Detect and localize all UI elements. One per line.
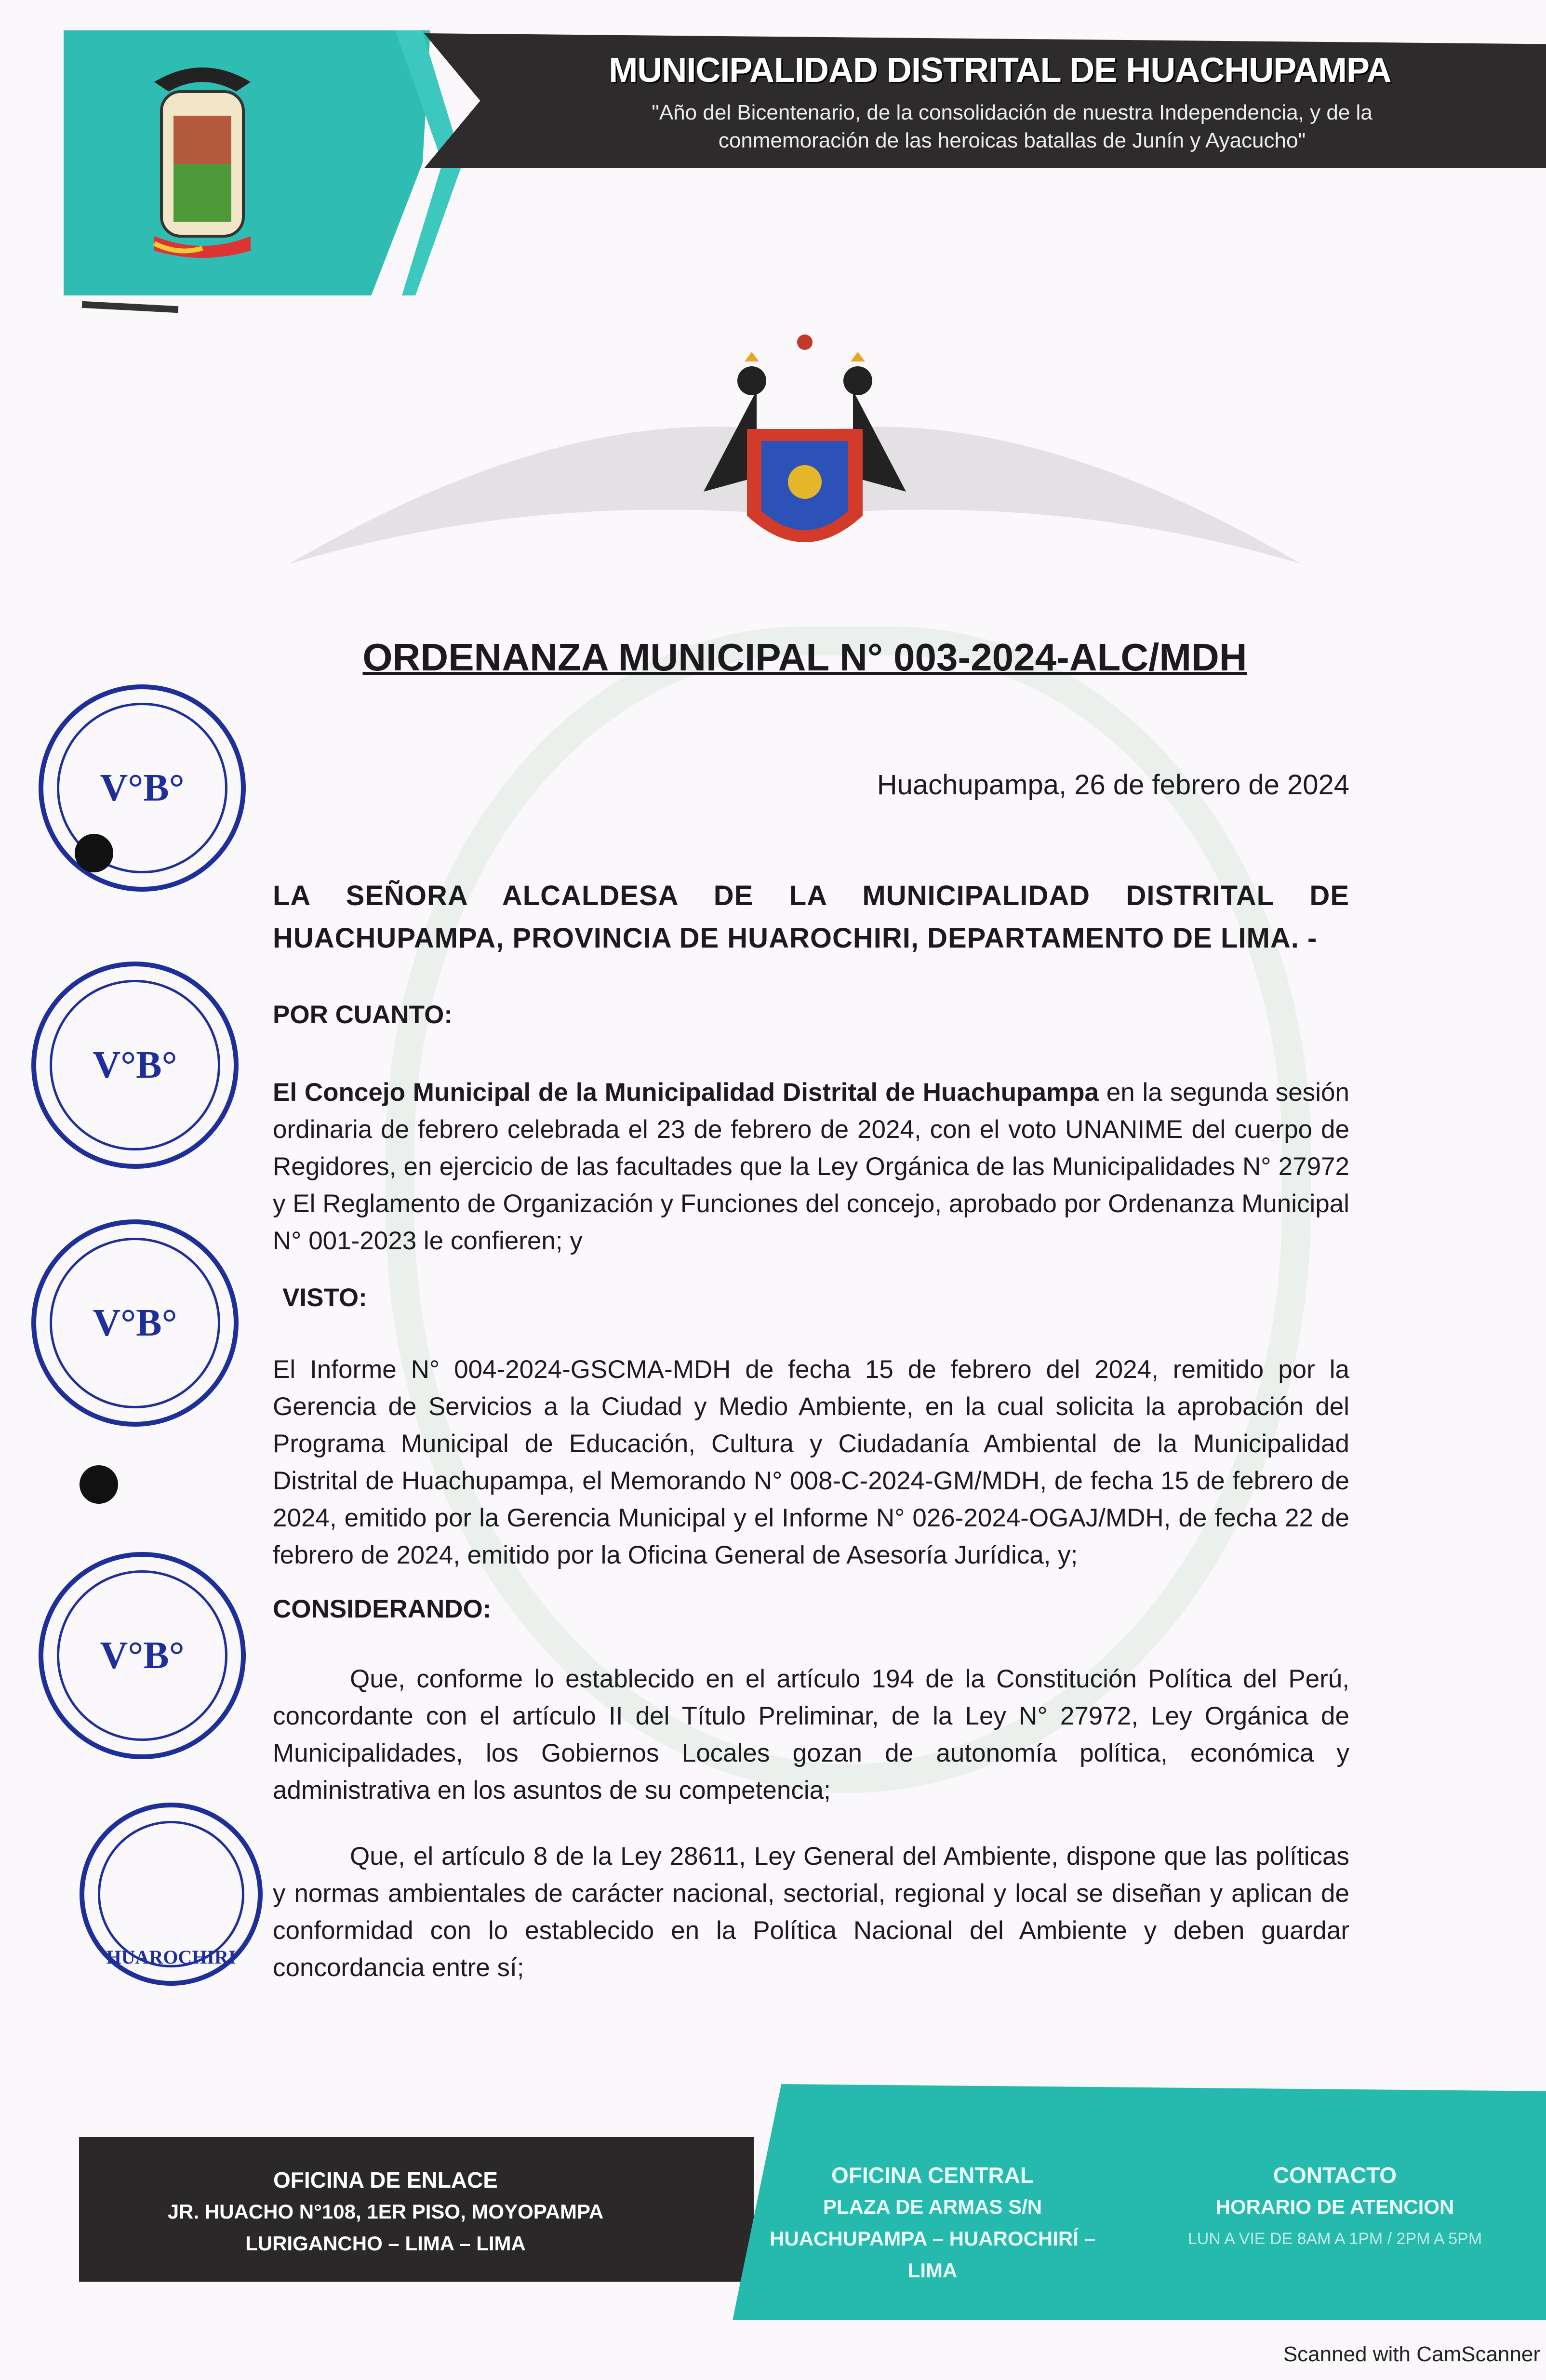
footer-central-city: HUACHUPAMPA – HUAROCHIRÍ – LIMA	[770, 2227, 1095, 2282]
footer-contacto-title: CONTACTO	[1273, 2163, 1397, 2188]
footer-enlace-address: JR. HUACHO N°108, 1ER PISO, MOYOPAMPA	[167, 2200, 604, 2223]
stamp-secretaria-general	[39, 684, 246, 892]
document-date: Huachupampa, 26 de febrero de 2024	[877, 769, 1349, 801]
municipal-logo	[140, 53, 265, 265]
visto-heading: VISTO:	[282, 1284, 367, 1312]
lima-coat-of-arms	[684, 333, 925, 583]
punch-hole	[75, 834, 113, 872]
motto-line-2: conmemoración de las heroicas batallas de Junín y Ayacucho"	[718, 129, 1306, 152]
stamp-asesoria-juridica	[31, 1219, 239, 1427]
considerando-paragraph-2: Que, el artículo 8 de la Ley 28611, Ley General del Ambiente, dispone que las políticas y normas ambientales de carácter nacional, sectorial, regional y local se diseñan y aplican de conformidad con lo establecido en la Política Nacional del Ambiente y deben guardar concordancia entre sí;	[273, 1842, 1349, 1982]
stamp-vb-mark: V°B°	[93, 1301, 177, 1344]
stamp-alcaldia	[39, 1552, 246, 1759]
footer-central-title: OFICINA CENTRAL	[831, 2163, 1034, 2188]
footer-oficina-enlace	[145, 2164, 626, 2260]
header-motto	[506, 99, 1518, 155]
camscanner-label: Scanned with CamScanner	[1283, 2342, 1540, 2366]
addressee: LA SEÑORA ALCALDESA DE LA MUNICIPALIDAD DISTRITAL DE HUACHUPAMPA, PROVINCIA DE HUAROCHIRI, DEPARTAMENTO DE LIMA. -	[273, 880, 1349, 954]
footer-central-address: PLAZA DE ARMAS S/N	[823, 2195, 1042, 2218]
considerando-paragraph-1: Que, conforme lo establecido en el artículo 194 de la Constitución Política del Perú, concordante con el artículo II del Título Preliminar, de la Ley N° 27972, Ley Orgánica de Municipalidades, los Gobiernos Locales gozan de autonomía política, económica y administrativa en los asuntos de su competencia;	[273, 1665, 1349, 1805]
footer-enlace-title: OFICINA DE ENLACE	[273, 2167, 498, 2193]
stamp-bottom-text: HUAROCHIRI	[106, 1946, 236, 1968]
footer-horario-hours: LUN A VIE DE 8AM A 1PM / 2PM A 5PM	[1187, 2230, 1482, 2248]
considerando-heading: CONSIDERANDO:	[273, 1595, 492, 1623]
header-title: MUNICIPALIDAD DISTRITAL DE HUACHUPAMPA	[609, 51, 1391, 90]
stamp-vb-mark: V°B°	[93, 1043, 177, 1086]
por-cuanto-paragraph	[273, 1074, 1349, 1259]
stamp-vb-mark: V°B°	[100, 766, 185, 809]
punch-hole	[80, 1465, 118, 1504]
footer-oficina-central	[752, 2159, 1113, 2286]
por-cuanto-text: en la segunda sesión ordinaria de febrero celebrada el 23 de febrero de 2024, con el voto UNANIME del cuerpo de Regidores, en ejercicio de las facultades que la Ley Orgánica de las Municipalidades N° 27972 y El Reglamento de Organización y Funciones del concejo, aprobado por Ordenanza Municipal N° 001-2023 le confieren; y	[273, 1078, 1349, 1255]
scratch-mark	[82, 301, 178, 313]
motto-line-1: "Año del Bicentenario, de la consolidación de nuestra Independencia, y de la	[652, 101, 1373, 124]
stamp-gerencia-municipal	[31, 962, 239, 1169]
footer-horario-label: HORARIO DE ATENCION	[1215, 2195, 1454, 2218]
concejo-name: El Concejo Municipal de la Municipalidad Distrital de Huachupampa	[273, 1078, 1099, 1107]
visto-paragraph: El Informe N° 004-2024-GSCMA-MDH de fecha 15 de febrero del 2024, remitido por la Gerencia de Servicios a la Ciudad y Medio Ambiente, en la cual solicita la aprobación del Programa Municipal de Educación, Cultura y Ciudadanía Ambiental de la Municipalidad Distrital de Huachupampa, el Memorando N° 008-C-2024-GM/MDH, de fecha 15 de febrero de 2024, emitido por la Gerencia Municipal y el Informe N° 026-2024-OGAJ/MDH, de fecha 22 de febrero de 2024, emitido por la Oficina General de Asesoría Jurídica, y;	[273, 1355, 1349, 1569]
stamp-district-seal	[80, 1803, 263, 1986]
footer-contacto	[1147, 2159, 1523, 2255]
footer-enlace-city: LURIGANCHO – LIMA – LIMA	[245, 2232, 526, 2255]
document-title: ORDENANZA MUNICIPAL N° 003-2024-ALC/MDH	[362, 636, 1247, 679]
por-cuanto-heading: POR CUANTO:	[273, 1001, 453, 1029]
stamp-vb-mark: V°B°	[100, 1634, 185, 1677]
